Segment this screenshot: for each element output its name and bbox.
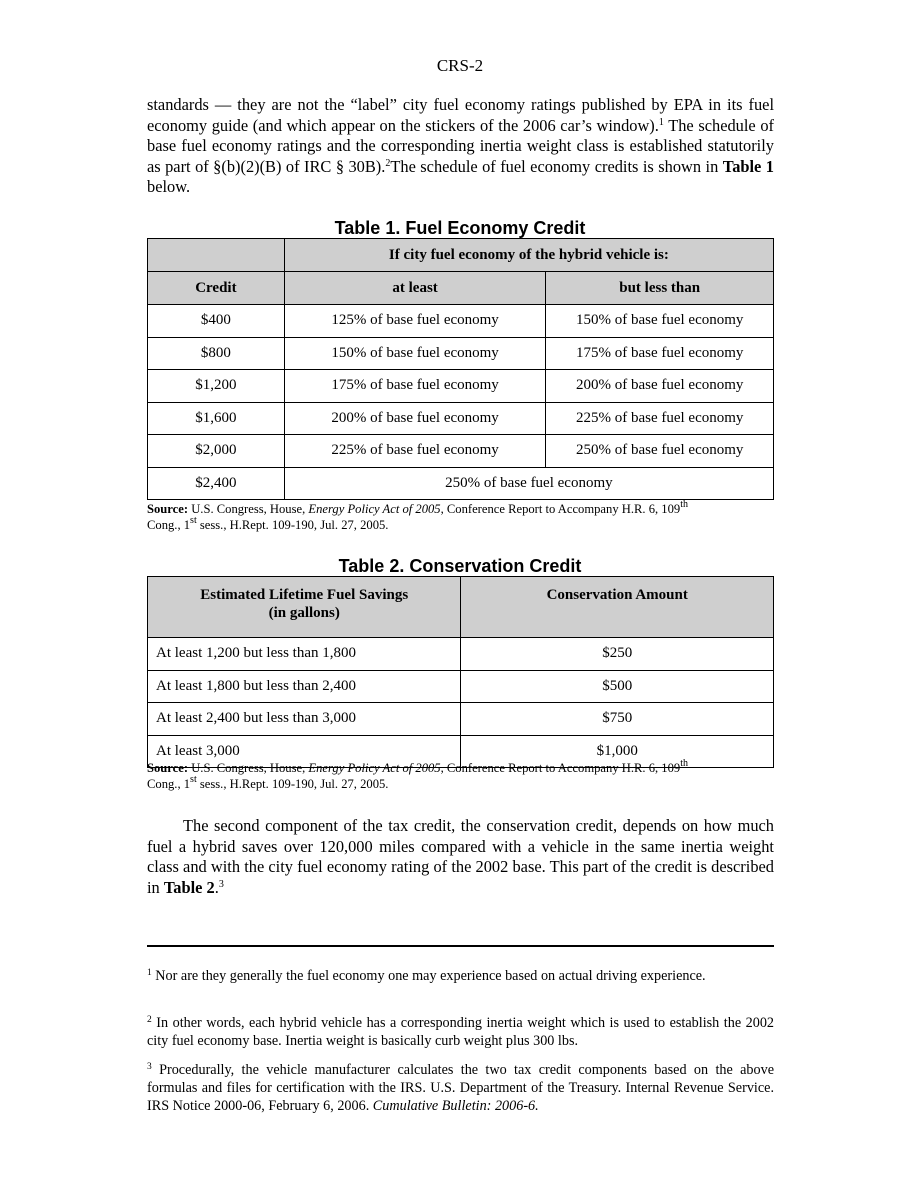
table2-title: Table 2. Conservation Credit	[338, 556, 582, 576]
credit-cell: $400	[148, 305, 285, 338]
table1-col-credit: Credit	[148, 272, 285, 305]
table2-col-savings: Estimated Lifetime Fuel Savings (in gallons)	[148, 577, 461, 638]
footnote-ref[interactable]: 3	[218, 878, 224, 890]
footnote-ref[interactable]: 1	[658, 116, 664, 128]
less-than-cell: 225% of base fuel economy	[546, 402, 774, 435]
table-row	[148, 435, 774, 468]
at-least-cell: 125% of base fuel economy	[284, 305, 546, 338]
less-than-cell: 150% of base fuel economy	[546, 305, 774, 338]
table1-corner-cell	[148, 239, 285, 272]
page-header: CRS-2	[436, 56, 484, 75]
conservation-paragraph: The second component of the tax credit, the conservation credit, depends on how much fuel a hybrid saves over 120,000 miles compared with a vehicle in the same inertia weight class and with the city fuel economy rating of the 2002 base. This part of the credit is described in Table 2.$^3$	[147, 816, 774, 897]
at-least-cell: 150% of base fuel economy	[284, 337, 546, 370]
table-row	[148, 670, 774, 703]
table1-group-header: If city fuel economy of the hybrid vehicle is:	[284, 239, 773, 272]
table-row	[148, 467, 774, 500]
table2-source-note: Source: U.S. Congress, House, Energy Policy Act of 2005, Conference Report to Accompany H.R. 6, 109th Cong., 1st sess., H.Rept. 109-190, Jul. 27, 2005.	[147, 758, 688, 791]
credit-cell: $800	[148, 337, 285, 370]
savings-cell: At least 1,800 but less than 2,400	[148, 670, 461, 703]
table2-col-amount: Conservation Amount	[461, 577, 774, 638]
amount-cell: $750	[461, 703, 774, 736]
table-row	[148, 337, 774, 370]
table1-col-at-least: at least	[284, 272, 546, 305]
table-row	[148, 703, 774, 736]
table-row	[148, 402, 774, 435]
less-than-cell: 200% of base fuel economy	[546, 370, 774, 403]
table-row	[148, 305, 774, 338]
less-than-cell: 250% of base fuel economy	[546, 435, 774, 468]
fuel-economy-credit-table	[147, 238, 774, 500]
savings-cell: At least 3,000	[148, 735, 461, 768]
amount-cell: $1,000	[461, 735, 774, 768]
less-than-cell: 175% of base fuel economy	[546, 337, 774, 370]
credit-cell: $2,000	[148, 435, 285, 468]
savings-cell: At least 1,200 but less than 1,800	[148, 638, 461, 671]
table1-col-but-less-than: but less than	[546, 272, 774, 305]
footnote-2: $^2$ In other words, each hybrid vehicle has a corresponding inertia weight which is used to establish the 2002 city fuel economy base. Inertia weight is basically curb weight plus 300 lbs.	[147, 1015, 775, 1049]
table-row	[148, 638, 774, 671]
amount-cell: $500	[461, 670, 774, 703]
at-least-cell: 225% of base fuel economy	[284, 435, 546, 468]
footnote-1: $^1$ Nor are they generally the fuel economy one may experience based on actual driving experience.	[147, 968, 706, 984]
savings-cell: At least 2,400 but less than 3,000	[148, 703, 461, 736]
table1-title: Table 1. Fuel Economy Credit	[334, 218, 586, 238]
footnote-3: $^3$ Procedurally, the vehicle manufacturer calculates the two tax credit components based on the above formulas and files for certification with the IRS. U.S. Department of the Treasury. Internal Revenue Service. IRS Notice 2000-06, February 6, 2006. Cumulative Bulletin: 2006-6.	[147, 1062, 774, 1114]
credit-cell: $1,200	[148, 370, 285, 403]
amount-cell: $250	[461, 638, 774, 671]
at-least-cell: 175% of base fuel economy	[284, 370, 546, 403]
footnote-divider	[147, 945, 774, 947]
table-ref: Table 1	[722, 156, 774, 176]
at-least-cell: 200% of base fuel economy	[284, 402, 546, 435]
table1-source-note: Source: U.S. Congress, House, Energy Policy Act of 2005, Conference Report to Accompany H.R. 6, 109th Cong., 1st sess., H.Rept. 109-190, Jul. 27, 2005.	[147, 499, 688, 532]
credit-cell: $1,600	[148, 402, 285, 435]
table-row	[148, 370, 774, 403]
conservation-credit-table	[147, 576, 774, 768]
merged-threshold-cell: 250% of base fuel economy	[284, 467, 773, 500]
credit-cell: $2,400	[148, 467, 285, 500]
intro-paragraph: standards — they are not the “label” city fuel economy ratings published by EPA in its fuel economy guide (and which appear on the stickers of the 2006 car’s window).$^1$ The schedule of base fuel economy ratings and the corresponding inertia weight class is established statutorily as part of §(b)(2)(B) of IRC § 30B).$^2$The schedule of fuel economy credits is shown in Table 1 below.	[147, 95, 774, 196]
footnote-ref[interactable]: 2	[385, 157, 391, 169]
table-ref: Table 2	[163, 877, 215, 897]
